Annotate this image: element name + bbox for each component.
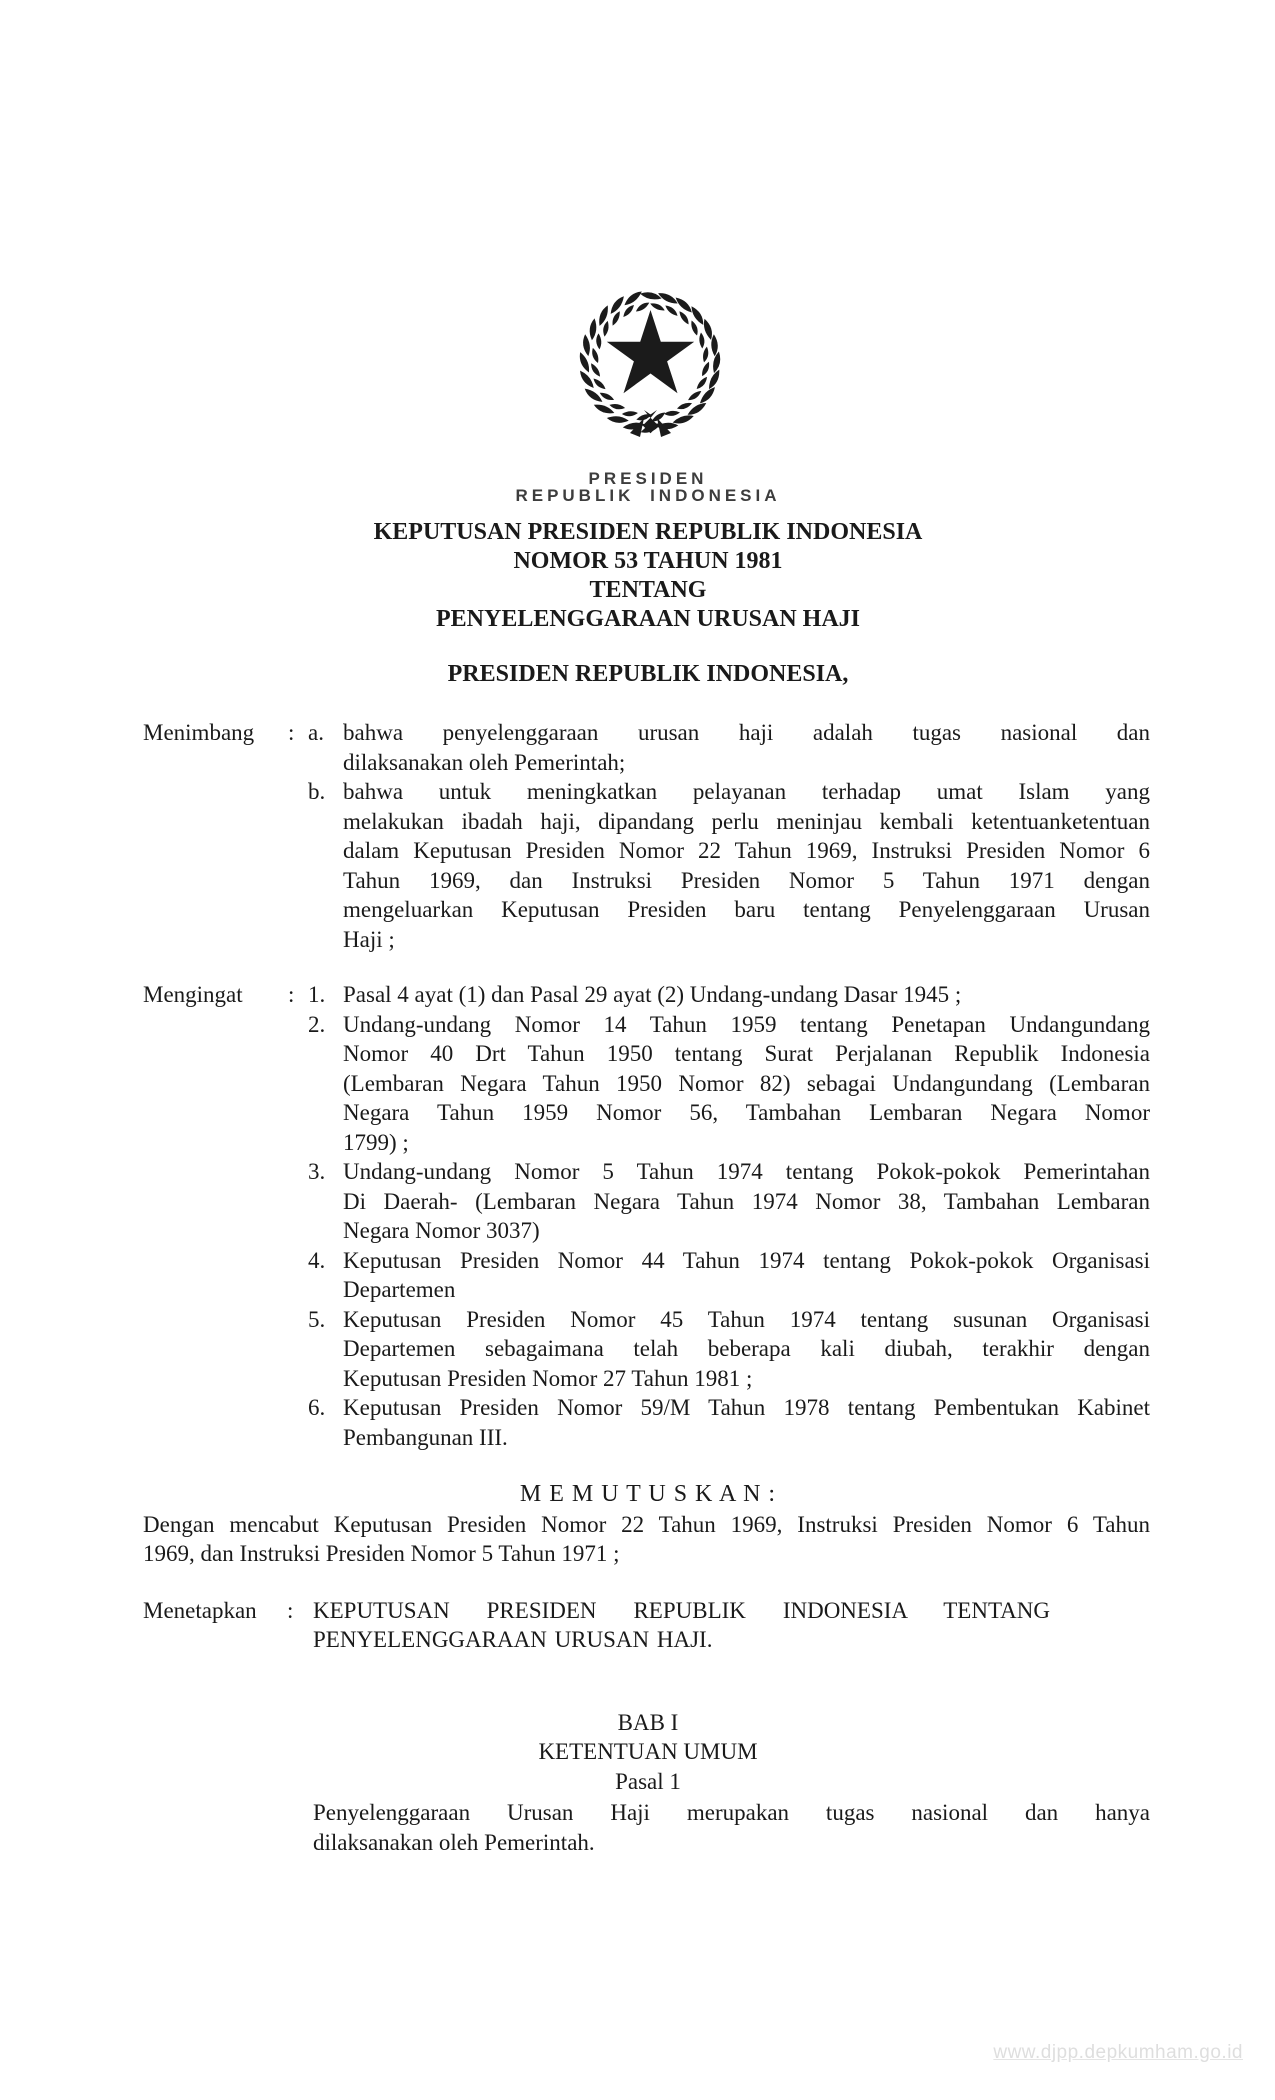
item-marker: 1. [308, 982, 326, 1007]
mengingat-item-2 [308, 1010, 1150, 1158]
text-line: (Lembaran Negara Tahun 1950 Nomor 82) sebagai Undangundang (Lembaran [343, 1070, 1150, 1096]
text-line: bahwa penyelenggaraan urusan haji adalah tugas nasional dan [343, 720, 1150, 745]
title-line: TENTANG [589, 577, 707, 603]
memutuskan-heading: M E M U T U S K A N : [519, 1481, 777, 1507]
text-line: 1799) ; [343, 1129, 409, 1155]
mengingat-item-1 [308, 980, 1150, 1010]
presidential-seal-icon [578, 290, 723, 445]
mengingat-section [143, 980, 1275, 1452]
menimbang-label: Menimbang [143, 720, 255, 745]
item-marker: b. [308, 779, 326, 804]
menimbang-section [143, 718, 1275, 954]
chapter-label: BAB I [617, 1709, 679, 1735]
letterhead-presiden: PRESIDEN [588, 469, 708, 488]
text-line: Keputusan Presiden Nomor 45 Tahun 1974 tentang susunan Organisasi [343, 1306, 1150, 1332]
text-line: Pembangunan III. [343, 1424, 508, 1450]
text-line: Departemen [343, 1277, 456, 1302]
text-line: KEPUTUSAN PRESIDEN REPUBLIK INDONESIA TENTANG [313, 1597, 1050, 1623]
chapter-heading-block [146, 1708, 1150, 1797]
item-marker: a. [308, 720, 324, 745]
text-line: dilaksanakan oleh Pemerintah; [343, 749, 626, 775]
chapter-title: KETENTUAN UMUM [538, 1739, 758, 1764]
text-line: Negara Tahun 1959 Nomor 56, Tambahan Lembaran Negara Nomor [343, 1100, 1150, 1125]
menetapkan-label: Menetapkan [143, 1597, 257, 1623]
text-line: dilaksanakan oleh Pemerintah. [313, 1829, 595, 1855]
item-marker: 6. [308, 1395, 326, 1420]
revocation-paragraph [143, 1510, 1150, 1569]
menimbang-item-a [308, 718, 1150, 777]
mengingat-item-5 [308, 1305, 1150, 1394]
text-line: bahwa untuk meningkatkan pelayanan terhadap umat Islam yang [343, 779, 1150, 804]
title-line: NOMOR 53 TAHUN 1981 [513, 548, 783, 574]
menimbang-colon: : [288, 720, 295, 745]
text-line: Keputusan Presiden Nomor 59/M Tahun 1978 tentang Pembentukan Kabinet [343, 1395, 1150, 1420]
text-line: Undang-undang Nomor 5 Tahun 1974 tentang Pokok-pokok Pemerintahan [343, 1159, 1150, 1184]
text-line: Di Daerah- (Lembaran Negara Tahun 1974 Nomor 38, Tambahan Lembaran [343, 1188, 1150, 1214]
text-line: mengeluarkan Keputusan Presiden baru tentang Penyelenggaraan Urusan [343, 897, 1150, 922]
text-line: Dengan mencabut Keputusan Presiden Nomor 22 Tahun 1969, Instruksi Presiden Nomor 6 Tahun [143, 1511, 1150, 1537]
watermark-url: www.djpp.depkumham.go.id [993, 2042, 1243, 2063]
letterhead [146, 470, 1150, 505]
text-line: Haji ; [343, 926, 395, 952]
text-line: dalam Keputusan Presiden Nomor 22 Tahun 1969, Instruksi Presiden Nomor 6 [343, 838, 1150, 863]
mengingat-label: Mengingat [143, 982, 243, 1007]
letterhead-republik-indonesia: REPUBLIK INDONESIA [515, 486, 781, 505]
text-line: Tahun 1969, dan Instruksi Presiden Nomor 5 Tahun 1971 dengan [343, 867, 1150, 893]
menetapkan-section [143, 1596, 1275, 1655]
title-line: KEPUTUSAN PRESIDEN REPUBLIK INDONESIA [373, 519, 923, 545]
item-marker: 5. [308, 1306, 326, 1332]
item-marker: 2. [308, 1011, 326, 1037]
mengingat-item-4 [308, 1246, 1150, 1305]
text-line: Keputusan Presiden Nomor 44 Tahun 1974 tentang Pokok-pokok Organisasi [343, 1247, 1150, 1273]
text-line: Nomor 40 Drt Tahun 1950 tentang Surat Perjalanan Republik Indonesia [343, 1041, 1150, 1066]
mengingat-item-3 [308, 1157, 1150, 1246]
mengingat-colon: : [288, 982, 295, 1007]
item-marker: 3. [308, 1159, 326, 1184]
text-line: Negara Nomor 3037) [343, 1218, 540, 1243]
text-line: PENYELENGGARAAN URUSAN HAJI. [313, 1627, 713, 1652]
mengingat-item-6 [308, 1393, 1150, 1452]
article-1-paragraph [313, 1798, 1150, 1857]
text-line: Penyelenggaraan Urusan Haji merupakan tugas nasional dan hanya [313, 1800, 1150, 1825]
text-line: Departemen sebagaimana telah beberapa kali diubah, terakhir dengan [343, 1336, 1150, 1361]
opening-formula: PRESIDEN REPUBLIK INDONESIA, [447, 661, 849, 687]
text-line: Pasal 4 ayat (1) dan Pasal 29 ayat (2) Undang-undang Dasar 1945 ; [343, 982, 962, 1007]
text-line: Undang-undang Nomor 14 Tahun 1959 tentang Penetapan Undangundang [343, 1011, 1150, 1037]
text-line: Keputusan Presiden Nomor 27 Tahun 1981 ; [343, 1365, 753, 1391]
decree-title [146, 518, 1150, 634]
article-label: Pasal 1 [615, 1768, 681, 1794]
text-line: 1969, dan Instruksi Presiden Nomor 5 Tahun 1971 ; [143, 1541, 620, 1566]
text-line: melakukan ibadah haji, dipandang perlu meninjau kembali ketentuanketentuan [343, 808, 1150, 834]
menimbang-item-b [308, 777, 1150, 954]
title-line: PENYELENGGARAAN URUSAN HAJI [435, 606, 861, 632]
item-marker: 4. [308, 1247, 326, 1273]
menetapkan-colon: : [287, 1597, 294, 1623]
